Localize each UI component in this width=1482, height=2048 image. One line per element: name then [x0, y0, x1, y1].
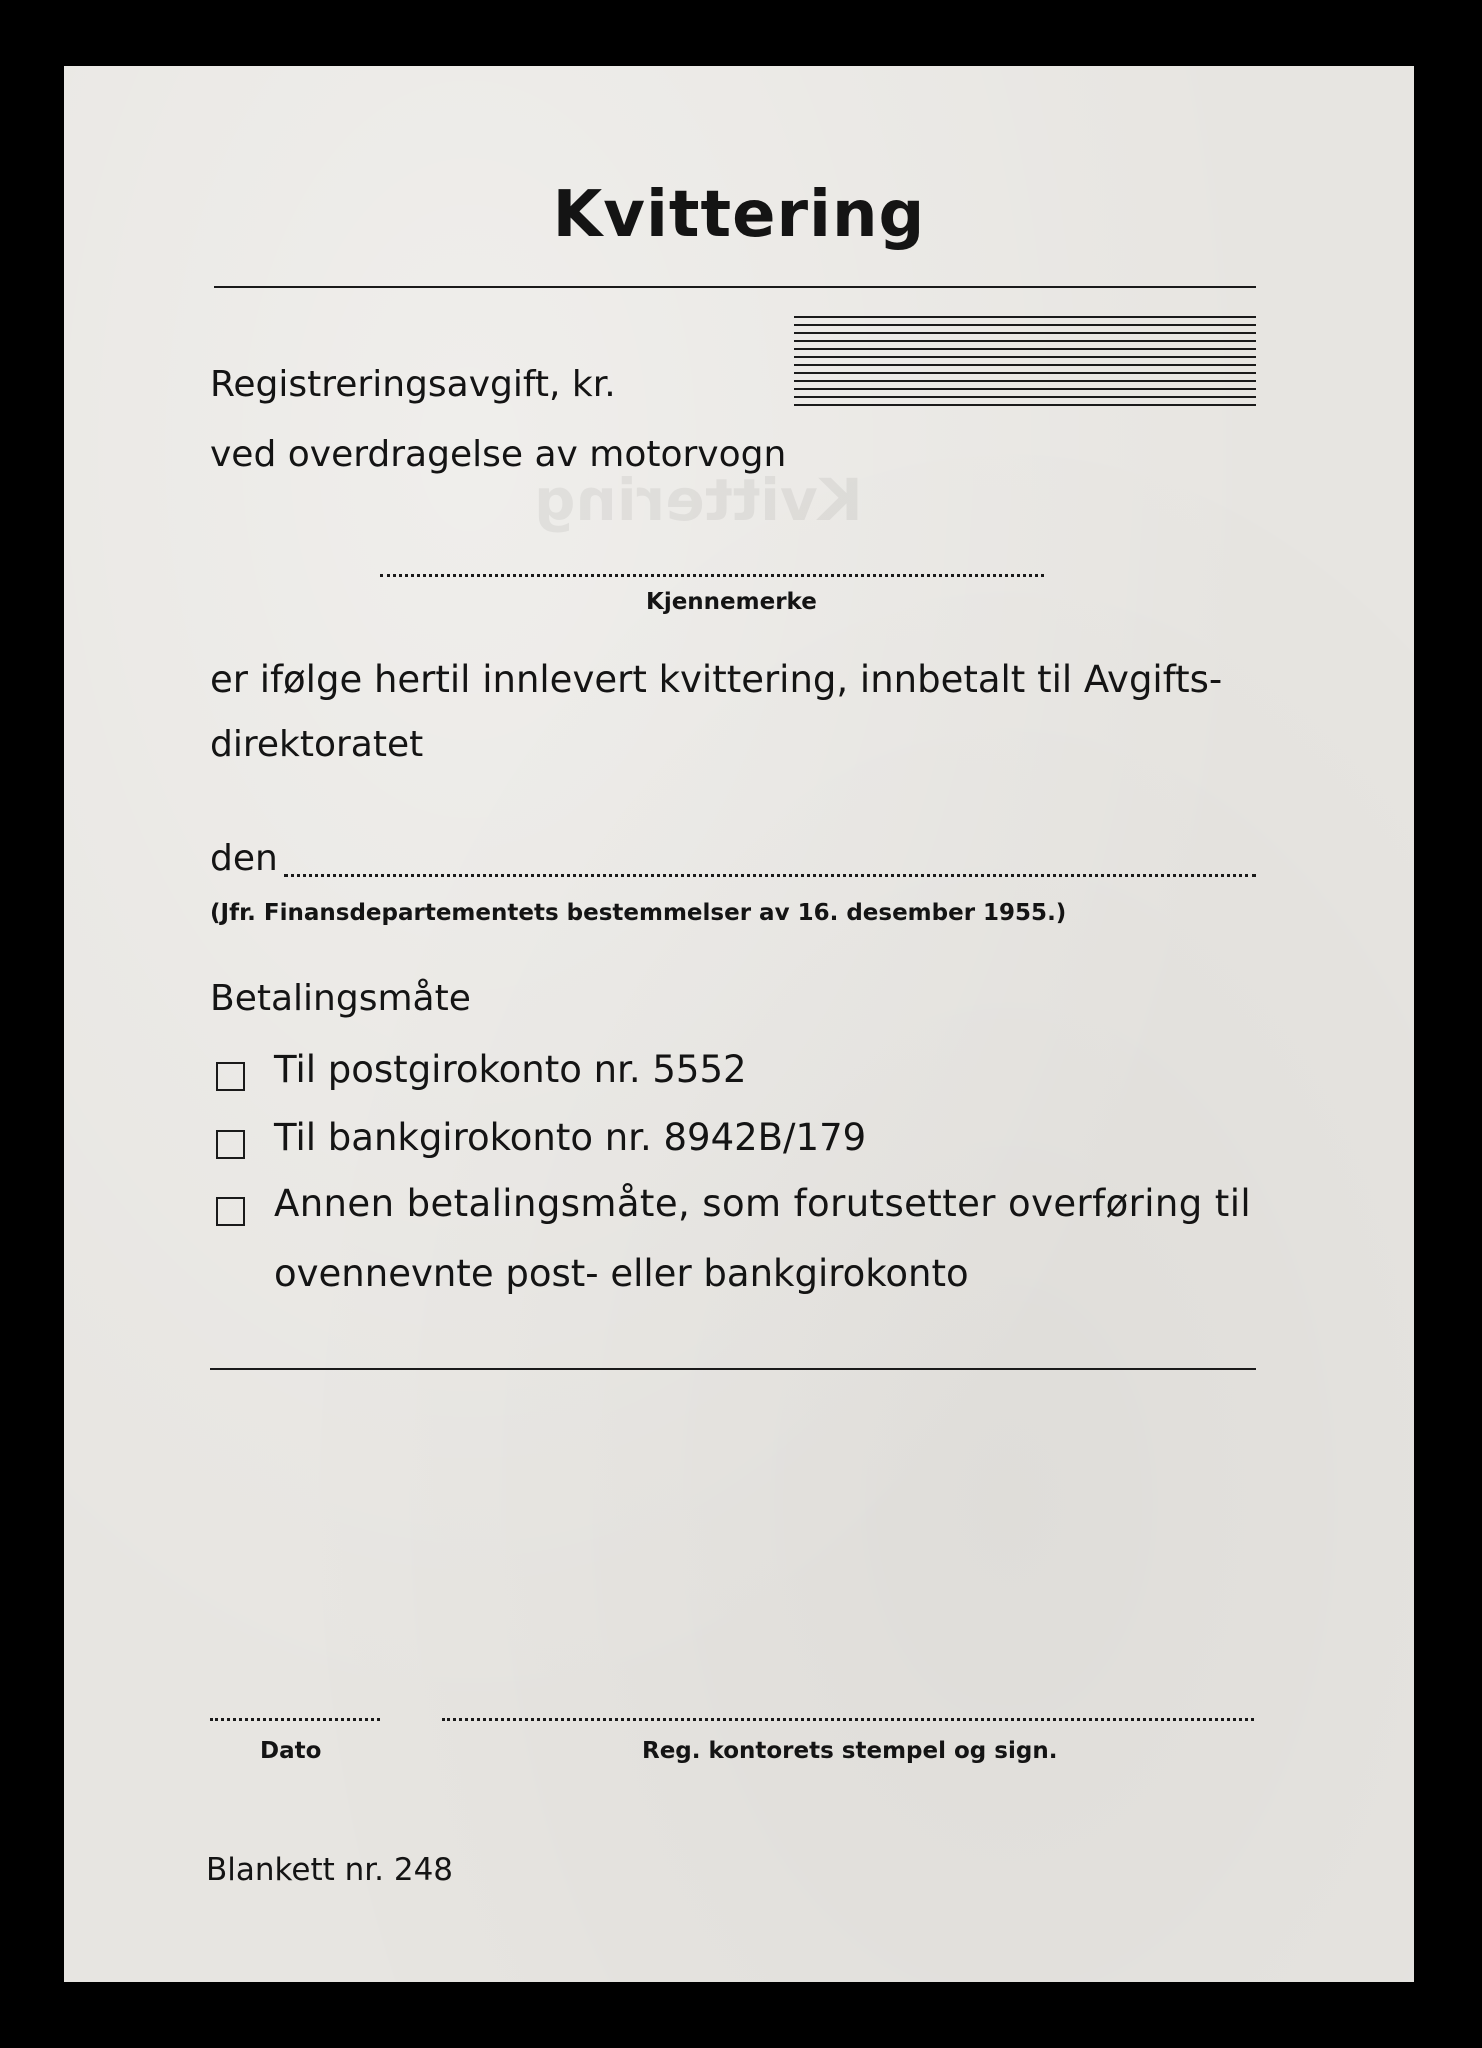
payment-option-other-label: Annen betalingsmåte, som forutsetter overføring til [274, 1182, 1252, 1225]
stamp-label: Reg. kontorets stempel og sign. [642, 1738, 1058, 1764]
payment-option-postgiro-label: Til postgirokonto nr. 5552 [274, 1048, 747, 1091]
fee-label-line2: ved overdragelse av motorvogn [210, 434, 787, 475]
reverse-side-bleedthrough: Kvittering [534, 466, 863, 534]
stamp-signature-line[interactable] [442, 1718, 1254, 1721]
body-text-line1: er ifølge hertil innlevert kvittering, innbetalt til Avgifts- [210, 658, 1223, 701]
payment-option-other-label-line2: ovennevnte post- eller bankgirokonto [274, 1252, 969, 1295]
date-label: Dato [260, 1738, 322, 1764]
form-number: Blankett nr. 248 [206, 1852, 454, 1888]
plate-number-line[interactable] [380, 574, 1044, 577]
section-divider [210, 1368, 1256, 1370]
fee-amount-hatched-field [794, 316, 1256, 408]
payment-heading: Betalingsmåte [210, 978, 471, 1019]
fee-label: Registreringsavgift, kr. [210, 364, 616, 405]
form-title: Kvittering [552, 178, 926, 252]
title-underline [214, 286, 1256, 288]
payment-option-postgiro-checkbox[interactable] [216, 1062, 245, 1091]
date-signature-line[interactable] [210, 1718, 380, 1721]
regulation-note: (Jfr. Finansdepartementets bestemmelser av 16. desember 1955.) [210, 900, 1067, 926]
body-text-line2: direktoratet [210, 724, 424, 765]
den-label: den [210, 838, 278, 879]
den-date-line[interactable] [284, 874, 1256, 877]
plate-number-label: Kjennemerke [646, 589, 817, 615]
payment-option-other-checkbox[interactable] [216, 1197, 245, 1226]
payment-option-bankgiro-checkbox[interactable] [216, 1130, 245, 1159]
payment-option-bankgiro-label: Til bankgirokonto nr. 8942B/179 [274, 1116, 867, 1159]
receipt-form [64, 66, 1414, 1982]
